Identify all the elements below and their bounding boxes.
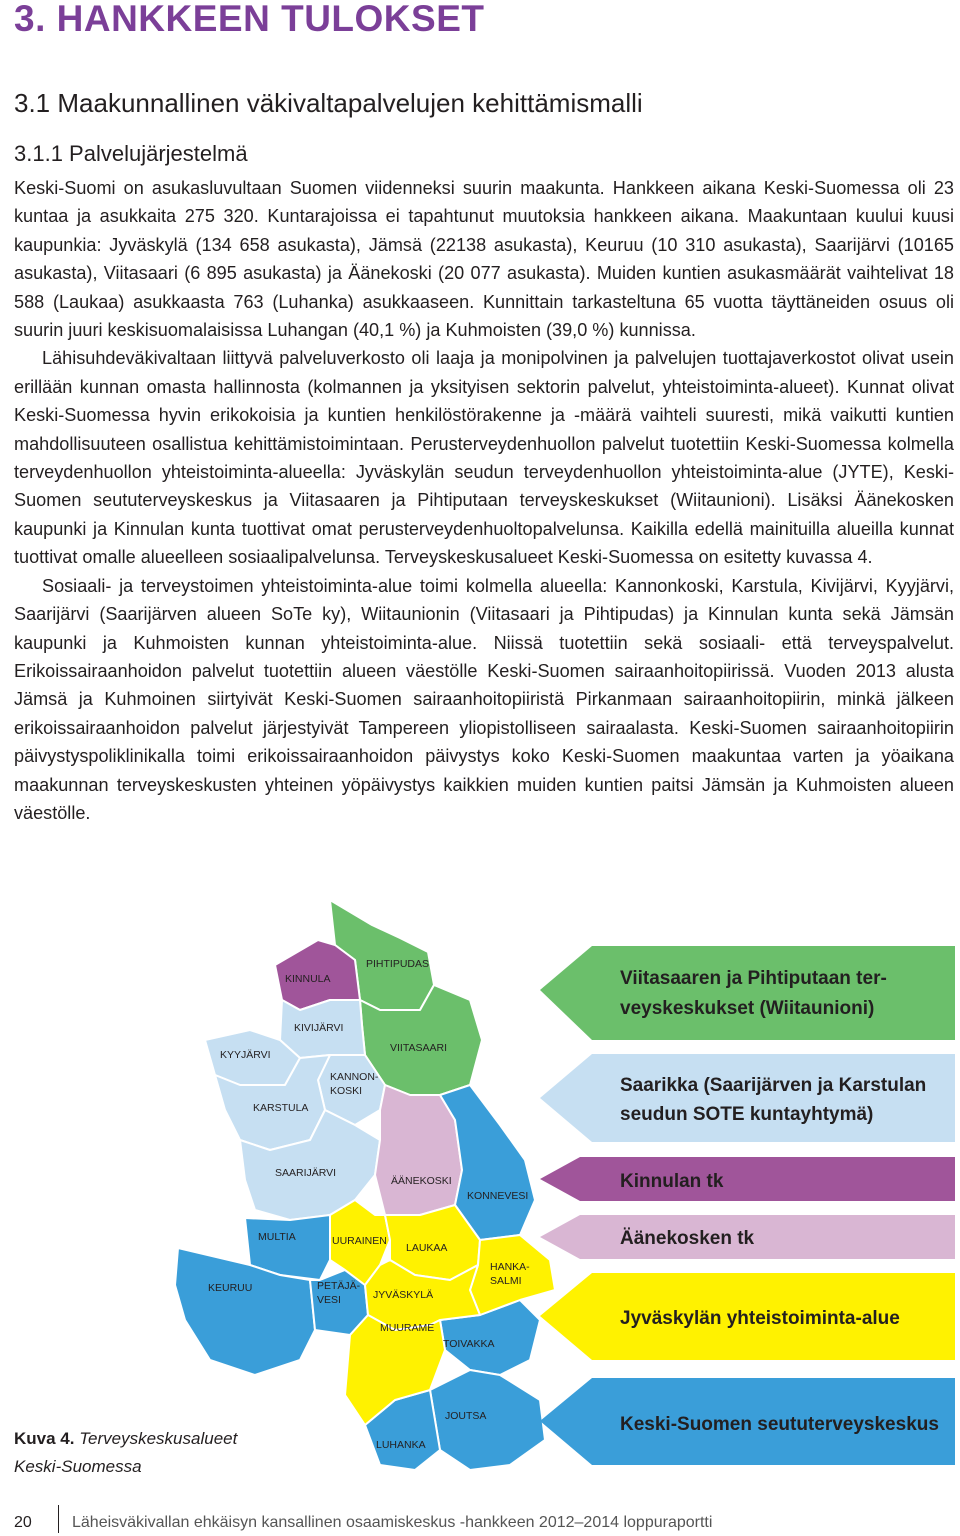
- caption-label: Kuva 4.: [14, 1429, 75, 1448]
- footer-divider: [58, 1505, 59, 1533]
- legend-label-wiitaunioni-1: Viitasaaren ja Pihtiputaan ter-: [620, 968, 887, 989]
- label-viitasaari: VIITASAARI: [390, 1042, 447, 1054]
- body-text: [14, 174, 954, 827]
- label-konnevesi: KONNEVESI: [467, 1190, 529, 1202]
- label-petajavesi-1: PETÄJÄ-: [317, 1280, 361, 1292]
- label-kyyjarvi: KYYJÄRVI: [220, 1049, 271, 1061]
- label-petajavesi-2: VESI: [317, 1294, 341, 1306]
- label-kivijarvi: KIVIJÄRVI: [294, 1022, 344, 1034]
- figure-caption: [14, 1425, 237, 1481]
- section-heading: 3.1 Maakunnallinen väkivaltapalvelujen kehittämismalli: [14, 88, 643, 118]
- label-karstula: KARSTULA: [253, 1102, 309, 1114]
- legend-arrow-kinnula: [540, 1157, 955, 1201]
- label-luhanka: LUHANKA: [376, 1439, 426, 1451]
- label-jyvaskyla: JYVÄSKYLÄ: [373, 1289, 434, 1301]
- label-kannonkoski-1: KANNON-: [330, 1071, 379, 1083]
- label-hankasalmi-1: HANKA-: [490, 1261, 530, 1273]
- label-uurainen: UURAINEN: [332, 1235, 387, 1247]
- health-center-map: [0, 895, 960, 1495]
- label-kinnula: KINNULA: [285, 973, 331, 985]
- legend-label-saarikka-2: seudun SOTE kuntayhtymä): [620, 1104, 874, 1125]
- chapter-heading: 3. HANKKEEN TULOKSET: [14, 0, 485, 39]
- label-laukaa: LAUKAA: [406, 1242, 448, 1254]
- footer-text: Läheisväkivallan ehkäisyn kansallinen osaamiskeskus -hankkeen 2012–2014 loppuraportti: [72, 1514, 713, 1531]
- label-joutsa: JOUTSA: [445, 1410, 487, 1422]
- legend-label-aanekoski: Äänekosken tk: [620, 1228, 755, 1249]
- legend-label-seutu: Keski-Suomen seututerveyskeskus: [620, 1414, 939, 1435]
- label-aanekoski: ÄÄNEKOSKI: [391, 1175, 452, 1187]
- label-hankasalmi-2: SALMI: [490, 1275, 522, 1287]
- legend-label-kinnula: Kinnulan tk: [620, 1171, 724, 1192]
- paragraph-1: Keski-Suomi on asukasluvultaan Suomen viidenneksi suurin maakunta. Hankkeen aikana Keski-Suomessa oli 23 kuntaa ja asukkaita 275 320. Kuntarajoissa ei tapahtunut muutoksia hankkeen aikana. Maakuntaan kuului kuusi kaupunkia: Jyväskylä (134 658 asukasta), Jämsä (22138 asukasta), Keuruu (10 310 asukasta), Saarijärvi (10165 asukasta), Viitasaari (6 895 asukasta) ja Äänekoski (20 077 asukasta). Muiden kuntien asukasmäärät vaihtelivat 18 588 (Laukaa) asukkaasta 763 (Luhanka) asukkaaseen. Kunnittain tarkasteltuna 65 vuotta täyttäneiden osuus oli suurin juuri keskisuomalaisissa Luhangan (40,1 %) ja Kuhmoisten (39,0 %) kunnissa.: [14, 178, 954, 341]
- legend-arrow-saarikka: [540, 1054, 955, 1142]
- legend-arrow-wiitaunioni: [540, 946, 955, 1040]
- legend-label-jyte: Jyväskylän yhteistoiminta-alue: [620, 1308, 900, 1329]
- caption-text: Terveyskeskusalueet: [74, 1429, 238, 1448]
- legend-label-saarikka-1: Saarikka (Saarijärven ja Karstulan: [620, 1075, 927, 1096]
- caption-text-2: Keski-Suomessa: [14, 1457, 142, 1476]
- label-pihtipudas: PIHTIPUDAS: [366, 958, 430, 970]
- subsection-heading: 3.1.1 Palvelujärjestelmä: [14, 141, 248, 166]
- paragraph-3: Sosiaali- ja terveystoimen yhteistoiminta-alue toimi kolmella alueella: Kannonkoski, Karstula, Kivijärvi, Kyyjärvi, Saarijärvi (Saarijärven alueen SoTe ky), Wiitaunionin (Viitasaari ja Pihtipudas) ja Kinnulan kunta sekä Jämsän kaupunki ja Kuhmoisten kunnan yhteistoiminta-alue. Niissä tuotettiin sekä sosiaali- että terveyspalvelut. Erikoissairaanhoidon palvelut tuotettiin alueen väestölle Keski-Suomen sairaanhoitopiirissä. Vuoden 2013 alusta Jämsä ja Kuhmoinen siirtyivät Keski-Suomen sairaanhoitopiiristä Pirkanmaan sairaanhoitopiirin, minkä jälkeen erikoissairaanhoidon palvelut järjestyivät Tampereen yliopistolliseen sairaalasta. Keski-Suomen sairaanhoitopiirin päivystyspoliklinikalla toimi erikoissairaanhoidon päivystys koko Keski-Suomen maakuntaa varten ja yöaikana maakunnan terveyskeskusten yhteinen yöpäivystys kaikkien muiden kuntien paitsi Jämsän ja Kuhmoisten alueen väestölle.: [14, 575, 954, 823]
- page-number: 20: [14, 1514, 32, 1531]
- label-keuruu: KEURUU: [208, 1282, 253, 1294]
- label-kannonkoski-2: KOSKI: [330, 1085, 363, 1097]
- label-toivakka: TOIVAKKA: [443, 1338, 495, 1350]
- map-legend: [540, 946, 955, 1465]
- paragraph-2: Lähisuhdeväkivaltaan liittyvä palveluverkosto oli laaja ja monipolvinen ja palvelujen tuottajaverkostot olivat usein erillään kunnan omasta hallinnosta (kolmannen ja yksityisen sektorin palvelut, yhteistoiminta-alueet). Kunnat olivat Keski-Suomessa hyvin erikokoisia ja kuntien henkilöstörakenne ja -määrä vaihteli suuresti, mikä vaikutti kuntien mahdollisuuteen osallistua kehittämistoimintaan. Perusterveydenhuollon palvelut tuotettiin Keski-Suomessa kolmella terveydenhuollon yhteistoiminta-alueella: Jyväskylän seudun terveydenhuollon yhteistoiminta-alue (JYTE), Keski-Suomen seututerveyskeskus ja Viitasaaren ja Pihtiputaan terveyskeskukset (Wiitaunioni). Lisäksi Äänekosken kaupunki ja Kinnulan kunta tuottivat omat perusterveydenhuoltopalvelunsa. Kaikilla edellä mainituilla alueilla kunnat tuottivat omalle alueelleen sosiaalipalvelunsa. Terveyskeskusalueet Keski-Suomessa on esitetty kuvassa 4.: [14, 348, 954, 568]
- legend-label-wiitaunioni-2: veyskeskukset (Wiitaunioni): [620, 998, 875, 1019]
- label-multia: MULTIA: [258, 1231, 296, 1243]
- label-saarijarvi: SAARIJÄRVI: [275, 1167, 337, 1179]
- municipality-regions: [175, 900, 555, 1470]
- label-muurame: MUURAME: [380, 1322, 435, 1334]
